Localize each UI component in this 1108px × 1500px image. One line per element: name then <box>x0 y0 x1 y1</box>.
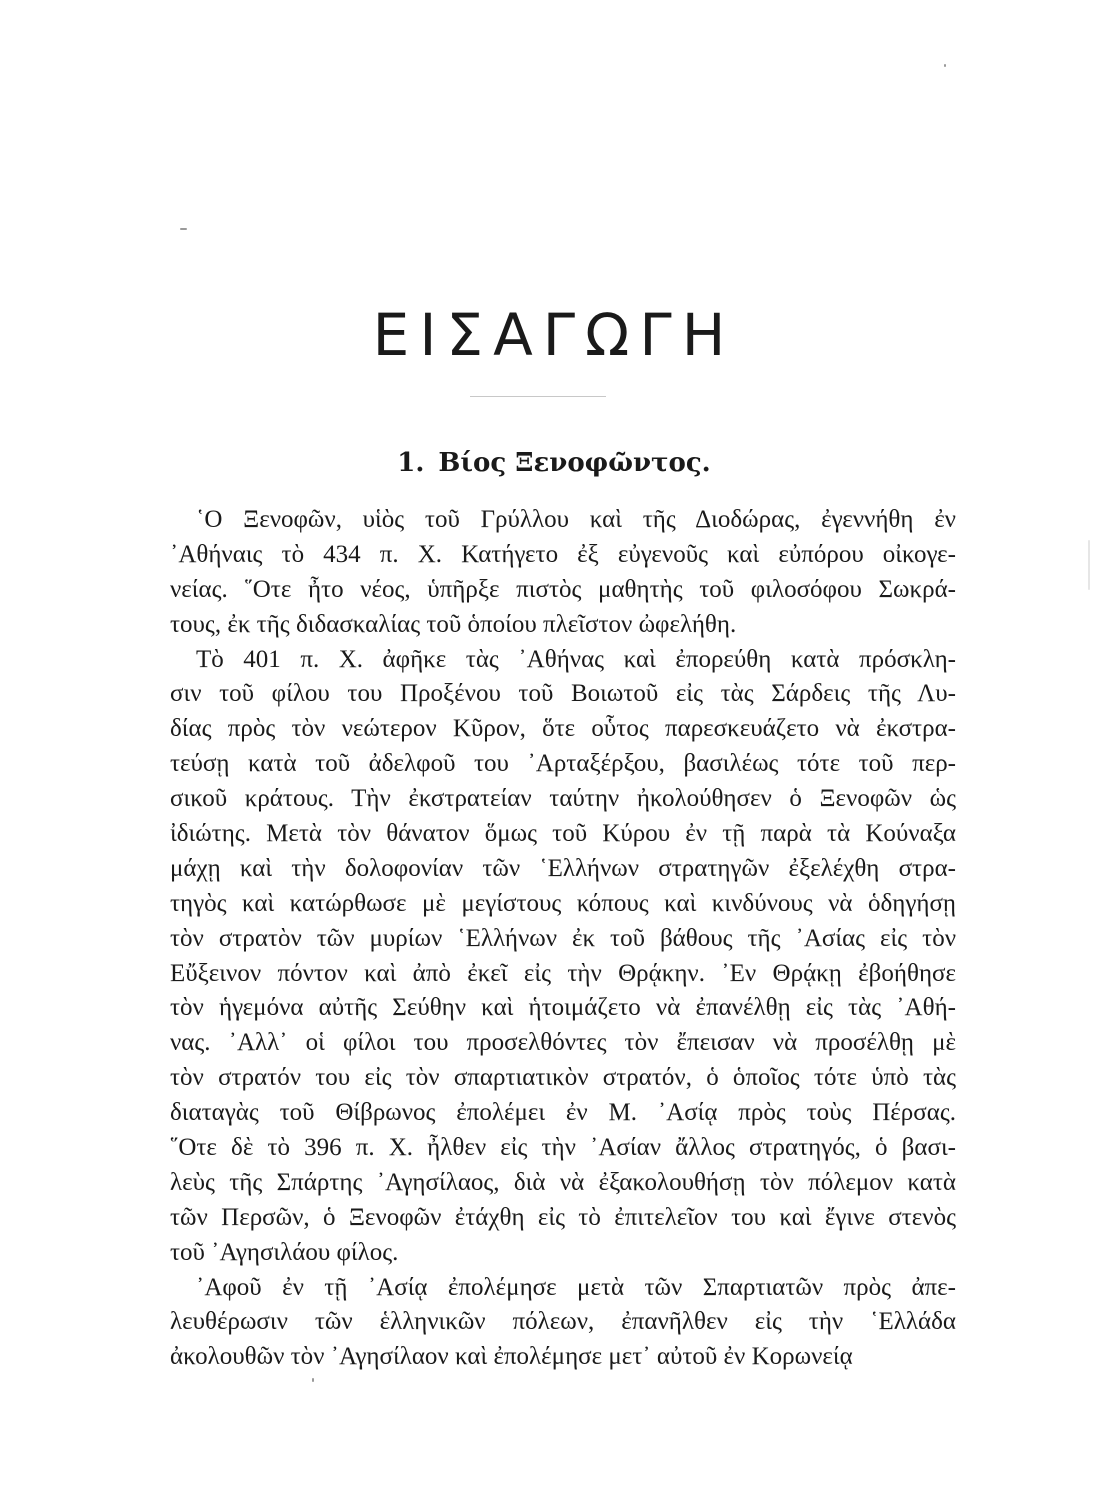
text-line: τὸν στρατόν του εἰς τὸν σπαρτιατικὸν στρατόν, ὁ ὁποῖος τότε ὑπὸ τὰς <box>170 1064 956 1092</box>
title-divider <box>470 396 606 397</box>
text-line: λευθέρωσιν τῶν ἑλληνικῶν πόλεων, ἐπανῆλθεν εἰς τὴν ῾Ελλάδα <box>170 1308 956 1336</box>
text-line: τῶν Περσῶν, ὁ Ξενοφῶν ἐτάχθη εἰς τὸ ἐπιτελεῖον του καὶ ἔγινε στενὸς <box>170 1203 956 1231</box>
text-line: τὸν ἡγεμόνα αὐτῆς Σεύθην καὶ ἡτοιμάζετο νὰ ἐπανέλθῃ εἰς τὰς ᾿Αθή- <box>170 994 956 1022</box>
scan-edge-shadow <box>1088 540 1090 590</box>
scan-speck <box>180 228 187 230</box>
text-line: δίας πρὸς τὸν νεώτερον Κῦρον, ὅτε οὗτος παρεσκευάζετο νὰ ἐκστρα- <box>170 715 956 743</box>
text-line: νείας. ῞Οτε ἦτο νέος, ὑπῆρξε πιστὸς μαθητὴς τοῦ φιλοσόφου Σωκρά- <box>170 575 956 603</box>
text-line: τοῦ ᾿Αγησιλάου φίλος. <box>170 1238 399 1266</box>
section-heading <box>0 446 1108 480</box>
text-line: ῞Οτε δὲ τὸ 396 π. Χ. ἦλθεν εἰς τὴν ᾿Ασίαν ἄλλος στρατηγός, ὁ βασι- <box>170 1134 956 1162</box>
text-line: ῾Ο Ξενοφῶν, υἱὸς τοῦ Γρύλλου καὶ τῆς Διοδώρας, ἐγεννήθη ἐν <box>196 506 956 533</box>
text-line: σιν τοῦ φίλου του Προξένου τοῦ Βοιωτοῦ εἰς τὰς Σάρδεις τῆς Λυ- <box>170 680 956 708</box>
text-line: μάχῃ καὶ τὴν δολοφονίαν τῶν ῾Ελλήνων στρατηγῶν ἐξελέχθη στρα- <box>170 854 956 882</box>
text-line: σικοῦ κράτους. Τὴν ἐκστρατείαν ταύτην ἠκολούθησεν ὁ Ξενοφῶν ὡς <box>170 785 956 813</box>
text-line: διαταγὰς τοῦ Θίβρωνος ἐπολέμει ἐν Μ. ᾿Ασίᾳ πρὸς τοὺς Πέρσας. <box>170 1099 956 1127</box>
section-number: 1. <box>397 448 425 478</box>
text-line: τους, ἐκ τῆς διδασκαλίας τοῦ ὁποίου πλεῖστον ὠφελήθη. <box>170 610 737 638</box>
text-line: ἰδιώτης. Μετὰ τὸν θάνατον ὅμως τοῦ Κύρου ἐν τῇ παρὰ τὰ Κούναξα <box>170 820 956 848</box>
text-line: τὸν στρατὸν τῶν μυρίων ῾Ελλήνων ἐκ τοῦ βάθους τῆς ᾿Ασίας εἰς τὸν <box>170 924 956 952</box>
text-line: Εὔξεινον πόντον καὶ ἀπὸ ἐκεῖ εἰς τὴν Θρᾴκην. ᾿Εν Θρᾴκῃ ἐβοήθησε <box>170 959 956 987</box>
section-title: Βίος Ξενοφῶντος. <box>438 448 711 478</box>
text-line: ᾿Αφοῦ ἐν τῇ ᾿Ασίᾳ ἐπολέμησε μετὰ τῶν Σπαρτιατῶν πρὸς ἀπε- <box>196 1273 956 1301</box>
paragraph <box>144 643 956 1271</box>
scan-speck <box>944 64 946 67</box>
body-text <box>144 503 956 1375</box>
text-line: λεὺς τῆς Σπάρτης ᾿Αγησίλαος, διὰ νὰ ἐξακολουθήσῃ τὸν πόλεμον κατὰ <box>170 1168 956 1196</box>
text-line: Τὸ 401 π. Χ. ἀφῆκε τὰς ᾿Αθήνας καὶ ἐπορεύθη κατὰ πρόσκλη- <box>196 645 956 673</box>
scan-speck <box>312 1378 314 1382</box>
text-line: τεύσῃ κατὰ τοῦ ἀδελφοῦ του ᾿Αρταξέρξου, βασιλέως τότε τοῦ περ- <box>170 750 956 778</box>
text-line: ἀκολουθῶν τὸν ᾿Αγησίλαον καὶ ἐπολέμησε μετ᾿ αὐτοῦ ἐν Κορωνείᾳ <box>170 1343 853 1371</box>
paragraph <box>144 1271 956 1376</box>
paragraph <box>144 503 956 643</box>
chapter-title: ΕΙΣΑΓΩΓΗ <box>372 301 736 369</box>
text-line: ᾿Αθήναις τὸ 434 π. Χ. Κατήγετο ἐξ εὐγενοῦς καὶ εὐπόρου οἰκογε- <box>170 540 956 568</box>
text-line: τηγὸς καὶ κατώρθωσε μὲ μεγίστους κόπους καὶ κινδύνους νὰ ὁδηγήσῃ <box>170 889 956 917</box>
text-line: νας. ᾿Αλλ᾿ οἱ φίλοι του προσελθόντες τὸν ἔπεισαν νὰ προσέλθῃ μὲ <box>170 1029 956 1057</box>
